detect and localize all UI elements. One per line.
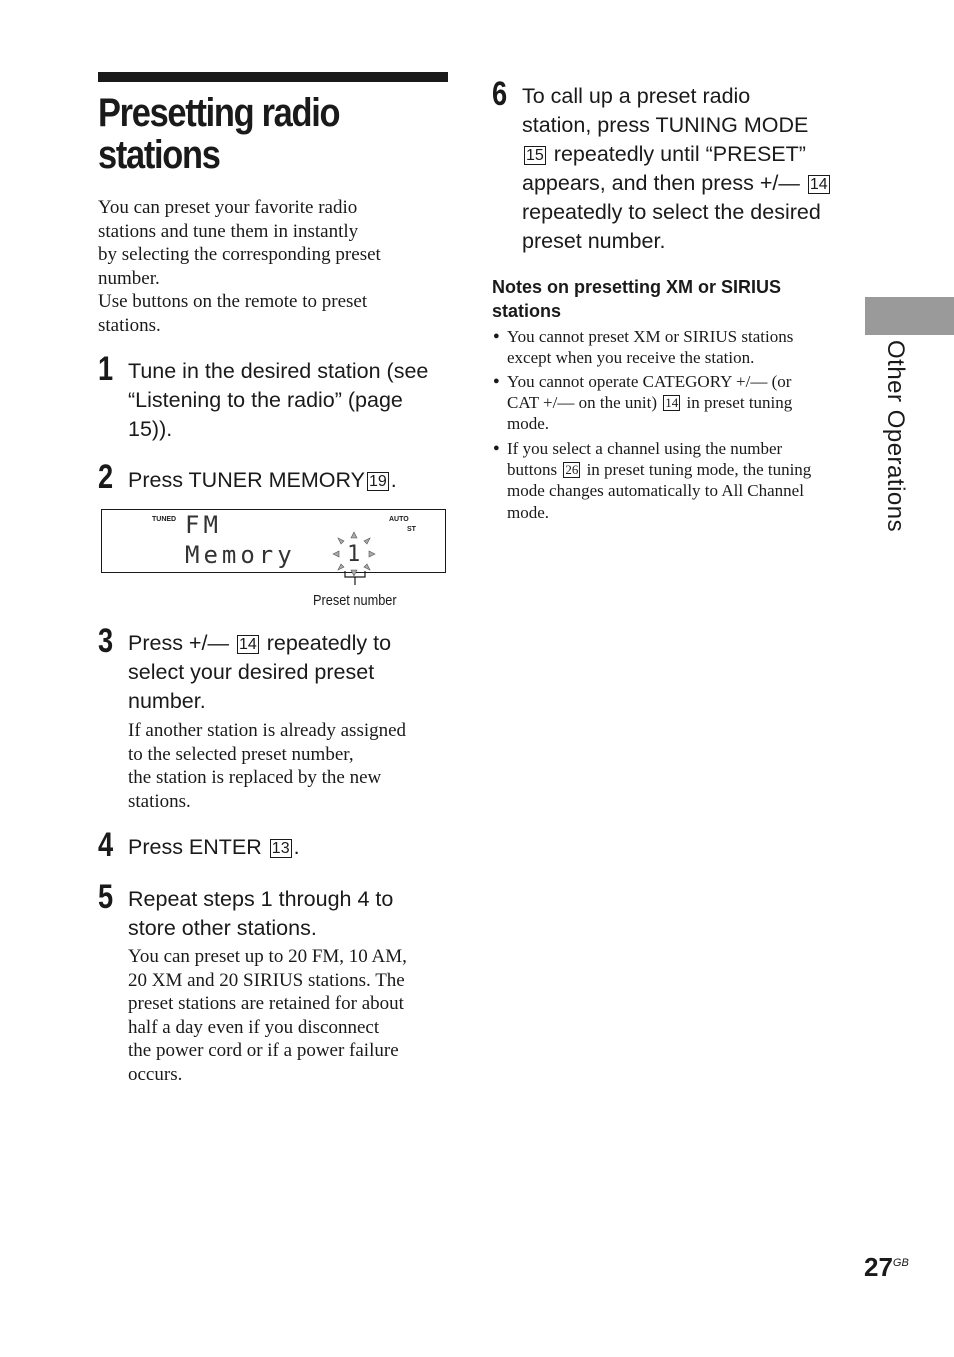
lcd-display [101,509,446,573]
step-2-number: 2 [98,458,114,496]
key-13-icon: 13 [271,840,290,857]
bullet-icon: ● [493,375,500,387]
step-3-detail: If another station is already assigned to the selected preset number, the station is replaced by the new stations. [128,720,407,812]
lcd-preset-number: 1 [347,542,365,567]
step-4-number: 4 [98,826,114,864]
step-6-text: To call up a preset radio station, press TUNING MODE 15 repeatedly until “PRESET” appears, and then press +/— 14 repeatedly to select the desired preset number. [522,84,828,253]
step-6-number: 6 [492,75,508,113]
section-label: Other Operations [882,340,909,533]
note-item: ● You cannot operate CATEGORY +/— (or CAT +/— on the unit) 14 in preset tuning mode. [493,372,793,434]
page-title: Presetting radio stations [98,91,340,177]
lcd-st-indicator: ST [407,526,416,533]
bullet-icon: ● [493,330,500,342]
step-5-detail: You can preset up to 20 FM, 10 AM, 20 XM and 20 SIRIUS stations. The preset stations are retained for about half a day even if you disconnect the power cord or if a power failure occurs. [128,946,407,1085]
key-19-icon: 19 [368,473,387,490]
step-1-number: 1 [98,350,114,388]
key-26-icon: 26 [565,462,579,478]
step-3-number: 3 [98,622,114,660]
key-14-icon: 14 [665,395,679,411]
key-15-icon: 15 [526,147,544,164]
step-5-number: 5 [98,878,114,916]
title-rule [98,72,448,82]
key-14-icon: 14 [238,636,257,653]
caption-bracket-icon [340,571,370,585]
lcd-row1: FM [185,511,222,539]
step-1-text: Tune in the desired station (see “Listening to the radio” (page 15)). [128,359,429,441]
bullet-icon: ● [493,442,500,454]
intro-paragraph: You can preset your favorite radio stations and tune them in instantly by selecting the corresponding preset number. Use buttons on the remote to preset stations. [98,197,381,336]
lcd-tuned-indicator: TUNED [152,516,177,523]
step-5-text: Repeat steps 1 through 4 to store other stations. [128,887,394,940]
page-number: $27^{GB}$ [864,1252,909,1282]
notes-heading: Notes on presetting XM or SIRIUS stations [492,277,782,321]
note-item: ● If you select a channel using the number buttons 26 in preset tuning mode, the tuning mode changes automatically to All Channel mode. [493,439,812,522]
step-3-text: Press +/— 14 repeatedly to select your desired preset number. [128,631,392,713]
note-item: ● You cannot preset XM or SIRIUS stations except when you receive the station. [493,327,794,368]
key-14-icon: 14 [809,176,828,193]
lcd-auto-indicator: AUTO [389,516,409,523]
step-2-text: Press TUNER MEMORY 19 . [128,468,397,492]
step-4-text: Press ENTER 13 . [128,835,300,859]
preset-number-caption: Preset number [313,592,397,609]
lcd-row2: Memory [185,541,296,569]
section-tab [865,297,954,335]
